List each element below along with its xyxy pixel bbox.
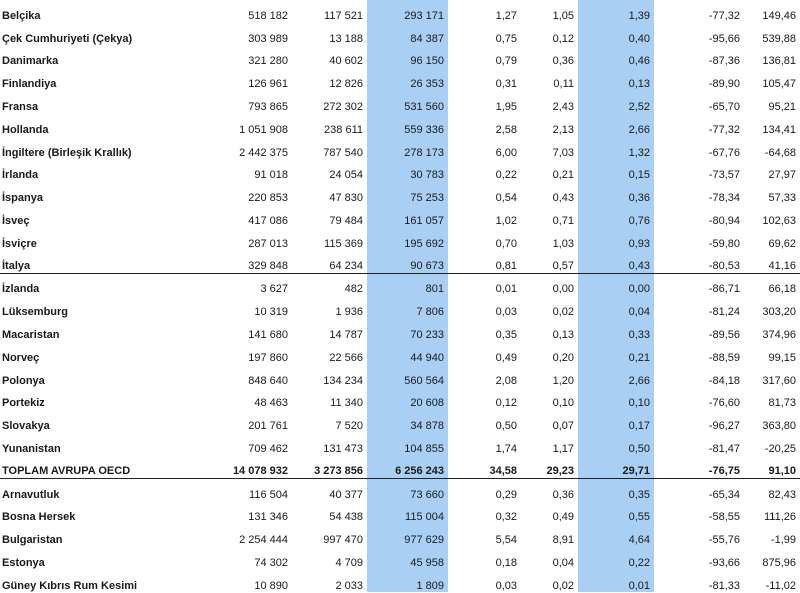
cell-col-4: 0,18 <box>495 556 517 569</box>
cell-col-7: -81,47 <box>708 442 740 455</box>
table-row <box>0 570 800 593</box>
cell-col-6: 1,32 <box>628 146 650 159</box>
cell-col-7: -55,76 <box>708 534 740 547</box>
table-row <box>0 23 800 46</box>
cell-col-2: 3 273 856 <box>292 456 367 479</box>
cell-col-5: 0,04 <box>552 556 574 569</box>
cell-col-2: 13 188 <box>329 32 363 45</box>
cell-col-6: 0,46 <box>628 55 650 68</box>
cell-col-7: -93,66 <box>708 556 740 569</box>
cell-col-4: 0,79 <box>495 55 517 68</box>
cell-col-2: 12 826 <box>329 78 363 91</box>
cell-col-3: 84 387 <box>410 32 444 45</box>
cell-col-2: 997 470 <box>323 534 363 547</box>
row-label: Finlandiya <box>2 78 57 91</box>
cell-col-8: -64,68 <box>764 146 796 159</box>
cell-col-1: 220 853 <box>248 192 288 205</box>
row-label: İrlanda <box>2 169 39 182</box>
cell-col-4: 1,02 <box>495 214 517 227</box>
row-label: Polonya <box>2 374 45 387</box>
cell-col-8: 134,41 <box>762 123 796 136</box>
cell-col-8: 136,81 <box>762 55 796 68</box>
row-label: Bosna Hersek <box>2 511 76 524</box>
cell-col-3: 7 806 <box>416 306 444 319</box>
cell-col-5: 0,07 <box>552 420 574 433</box>
cell-col-8: 69,62 <box>768 237 796 250</box>
cell-col-1: 2 254 444 <box>239 534 288 547</box>
table-row <box>0 274 800 297</box>
cell-col-4: 0,31 <box>495 78 517 91</box>
cell-col-1: 329 848 <box>248 260 288 273</box>
cell-col-7: -86,71 <box>654 274 744 297</box>
cell-col-6: 0,40 <box>628 32 650 45</box>
cell-col-6: 0,55 <box>628 511 650 524</box>
cell-col-1: 793 865 <box>248 100 288 113</box>
cell-col-6: 1,39 <box>628 9 650 22</box>
cell-col-6: 0,10 <box>628 397 650 410</box>
cell-col-4: 2,08 <box>495 374 517 387</box>
table-row <box>0 160 800 183</box>
cell-col-1: 10 890 <box>254 579 288 592</box>
cell-col-2: 131 473 <box>323 442 363 455</box>
cell-col-2: 272 302 <box>323 100 363 113</box>
cell-col-1: 197 860 <box>248 351 288 364</box>
table-row <box>0 46 800 69</box>
cell-col-6: 0,21 <box>628 351 650 364</box>
cell-col-7: -67,76 <box>708 146 740 159</box>
cell-col-5: 0,12 <box>552 32 574 45</box>
cell-col-2: 1 936 <box>335 306 363 319</box>
cell-col-5: 1,17 <box>552 442 574 455</box>
row-label: Norveç <box>2 351 40 364</box>
cell-col-2: 22 566 <box>329 351 363 364</box>
cell-col-3: 6 256 243 <box>367 456 448 479</box>
row-label: Macaristan <box>2 328 60 341</box>
cell-col-2: 40 602 <box>329 55 363 68</box>
cell-col-5: 0,49 <box>552 511 574 524</box>
table-row <box>0 547 800 570</box>
cell-col-2: 24 054 <box>329 169 363 182</box>
cell-col-6: 0,22 <box>628 556 650 569</box>
cell-col-7: -58,55 <box>708 511 740 524</box>
cell-col-4: 0,35 <box>495 328 517 341</box>
cell-col-8: 317,60 <box>762 374 796 387</box>
cell-col-7: -87,36 <box>708 55 740 68</box>
table-row <box>0 91 800 114</box>
cell-col-5: 29,23 <box>521 456 578 479</box>
cell-col-3: 34 878 <box>410 420 444 433</box>
cell-col-5: 0,36 <box>552 488 574 501</box>
cell-col-3: 161 057 <box>404 214 444 227</box>
cell-col-2: 787 540 <box>323 146 363 159</box>
row-label: TOPLAM AVRUPA OECD <box>0 456 196 479</box>
table-row <box>0 524 800 547</box>
cell-col-7: -81,33 <box>708 579 740 592</box>
cell-col-3: 115 004 <box>405 511 444 524</box>
cell-col-2: 11 340 <box>330 397 363 410</box>
cell-col-6: 0,04 <box>628 306 650 319</box>
cell-col-3: 559 336 <box>404 123 444 136</box>
cell-col-6: 0,01 <box>628 579 650 592</box>
cell-col-5: 0,02 <box>552 579 574 592</box>
cell-col-6: 2,52 <box>628 100 650 113</box>
cell-col-6: 0,33 <box>628 328 650 341</box>
row-label: Yunanistan <box>2 442 61 455</box>
table-row <box>0 365 800 388</box>
cell-col-8: 95,21 <box>768 100 796 113</box>
cell-col-4: 6,00 <box>495 146 517 159</box>
cell-col-6: 0,17 <box>628 420 650 433</box>
cell-col-8: 99,15 <box>768 351 796 364</box>
row-label: İsveç <box>2 214 30 227</box>
cell-col-8: 539,88 <box>762 32 796 45</box>
cell-col-8: 91,10 <box>744 456 800 479</box>
cell-col-1: 2 442 375 <box>239 146 288 159</box>
cell-col-8: -1,99 <box>770 534 796 547</box>
row-label: Fransa <box>2 100 39 113</box>
cell-col-8: 111,26 <box>763 511 796 524</box>
cell-col-7: -77,32 <box>708 123 740 136</box>
cell-col-4: 34,58 <box>448 456 521 479</box>
cell-col-2: 7 520 <box>335 420 363 433</box>
cell-col-7: -96,27 <box>708 420 740 433</box>
row-label: Lüksemburg <box>2 306 69 319</box>
cell-col-3: 96 150 <box>410 55 444 68</box>
row-label: Çek Cumhuriyeti (Çekya) <box>2 32 133 45</box>
cell-col-7: -76,75 <box>654 456 744 479</box>
cell-col-7: -59,80 <box>708 237 740 250</box>
cell-col-2: 134 234 <box>323 374 363 387</box>
cell-col-8: 66,18 <box>744 274 800 297</box>
cell-col-3: 104 855 <box>404 442 444 455</box>
table-row <box>0 251 800 274</box>
cell-col-7: -89,90 <box>708 78 740 91</box>
cell-col-5: 2,13 <box>552 123 574 136</box>
cell-col-1: 48 463 <box>254 397 288 410</box>
cell-col-1: 3 627 <box>196 274 292 297</box>
cell-col-7: -84,18 <box>708 374 740 387</box>
cell-col-5: 0,57 <box>552 260 574 273</box>
row-label: Arnavutluk <box>2 488 60 501</box>
cell-col-4: 0,01 <box>448 274 521 297</box>
cell-col-3: 20 608 <box>410 397 444 410</box>
cell-col-5: 0,71 <box>552 214 574 227</box>
cell-col-3: 75 253 <box>410 192 444 205</box>
table-row <box>0 388 800 411</box>
cell-col-2: 64 234 <box>329 260 363 273</box>
cell-col-4: 1,95 <box>495 100 517 113</box>
table-row <box>0 205 800 228</box>
cell-col-3: 801 <box>367 274 448 297</box>
cell-col-8: 363,80 <box>762 420 796 433</box>
table-row <box>0 410 800 433</box>
cell-col-1: 848 640 <box>248 374 288 387</box>
cell-col-4: 0,81 <box>495 260 517 273</box>
table-row <box>0 0 800 23</box>
cell-col-3: 531 560 <box>404 100 444 113</box>
cell-col-1: 126 961 <box>248 78 288 91</box>
cell-col-4: 0,32 <box>495 511 517 524</box>
cell-col-3: 278 173 <box>404 146 444 159</box>
row-label: İspanya <box>2 192 43 205</box>
cell-col-3: 44 940 <box>410 351 444 364</box>
cell-col-3: 977 629 <box>404 534 444 547</box>
row-label: İzlanda <box>0 274 196 297</box>
cell-col-6: 4,64 <box>628 534 650 547</box>
cell-col-5: 0,10 <box>552 397 574 410</box>
table-row <box>0 456 800 479</box>
cell-col-2: 115 369 <box>324 237 363 250</box>
row-label: Danimarka <box>2 55 59 68</box>
cell-col-8: 303,20 <box>762 306 796 319</box>
cell-col-3: 70 233 <box>410 328 444 341</box>
cell-col-7: -76,60 <box>708 397 740 410</box>
row-label: Slovakya <box>2 420 50 433</box>
cell-col-5: 1,05 <box>552 9 574 22</box>
cell-col-7: -78,34 <box>708 192 740 205</box>
cell-col-3: 73 660 <box>410 488 444 501</box>
cell-col-1: 321 280 <box>248 55 288 68</box>
cell-col-6: 0,43 <box>628 260 650 273</box>
cell-col-4: 2,58 <box>495 123 517 136</box>
row-label: Estonya <box>2 556 45 569</box>
cell-col-6: 2,66 <box>628 374 650 387</box>
cell-col-2: 2 033 <box>335 579 363 592</box>
cell-col-7: -80,94 <box>708 214 740 227</box>
cell-col-6: 0,15 <box>628 169 650 182</box>
cell-col-8: -20,25 <box>764 442 796 455</box>
cell-col-7: -73,57 <box>708 169 740 182</box>
cell-col-4: 0,03 <box>495 306 517 319</box>
cell-col-7: -65,70 <box>708 100 740 113</box>
cell-col-5: 8,91 <box>552 534 574 547</box>
cell-col-1: 287 013 <box>248 237 288 250</box>
table-row <box>0 433 800 456</box>
cell-col-6: 29,71 <box>578 456 654 479</box>
cell-col-8: 81,73 <box>768 397 796 410</box>
cell-col-1: 201 761 <box>248 420 288 433</box>
cell-col-7: -77,32 <box>708 9 740 22</box>
cell-col-3: 45 958 <box>410 556 444 569</box>
cell-col-6: 0,50 <box>628 442 650 455</box>
cell-col-4: 1,27 <box>495 9 517 22</box>
cell-col-1: 74 302 <box>254 556 288 569</box>
cell-col-1: 116 504 <box>249 488 288 501</box>
cell-col-8: 27,97 <box>768 169 796 182</box>
cell-col-6: 0,13 <box>628 78 650 91</box>
cell-col-8: 102,63 <box>762 214 796 227</box>
cell-col-5: 1,20 <box>552 374 574 387</box>
cell-col-5: 1,03 <box>552 237 574 250</box>
cell-col-7: -88,59 <box>708 351 740 364</box>
cell-col-8: 82,43 <box>768 488 796 501</box>
cell-col-6: 0,35 <box>628 488 650 501</box>
table-row <box>0 296 800 319</box>
cell-col-3: 1 809 <box>416 579 444 592</box>
cell-col-8: 149,46 <box>762 9 796 22</box>
cell-col-3: 560 564 <box>404 374 444 387</box>
cell-col-4: 0,54 <box>495 192 517 205</box>
cell-col-4: 5,54 <box>495 534 517 547</box>
table-row <box>0 319 800 342</box>
cell-col-6: 0,76 <box>628 214 650 227</box>
cell-col-6: 2,66 <box>628 123 650 136</box>
cell-col-4: 0,22 <box>495 169 517 182</box>
row-label: Güney Kıbrıs Rum Kesimi <box>2 579 138 592</box>
cell-col-2: 79 484 <box>329 214 363 227</box>
cell-col-8: 41,16 <box>768 260 796 273</box>
cell-col-1: 417 086 <box>248 214 288 227</box>
cell-col-5: 0,20 <box>552 351 574 364</box>
cell-col-5: 2,43 <box>552 100 574 113</box>
row-label: İngiltere (Birleşik Krallık) <box>2 146 132 159</box>
cell-col-2: 238 611 <box>324 123 363 136</box>
cell-col-7: -81,24 <box>708 306 740 319</box>
cell-col-3: 195 692 <box>404 237 444 250</box>
table-row <box>0 137 800 160</box>
cell-col-1: 518 182 <box>248 9 288 22</box>
cell-col-1: 14 078 932 <box>196 456 292 479</box>
cell-col-7: -65,34 <box>708 488 740 501</box>
row-label: İtalya <box>2 260 31 273</box>
cell-col-1: 10 319 <box>254 306 288 319</box>
table-row <box>0 114 800 137</box>
table-row <box>0 502 800 525</box>
cell-col-5: 7,03 <box>552 146 574 159</box>
cell-col-7: -95,66 <box>708 32 740 45</box>
cell-col-8: 374,96 <box>762 328 796 341</box>
cell-col-1: 131 346 <box>248 511 288 524</box>
table-row <box>0 479 800 502</box>
table-row <box>0 228 800 251</box>
cell-col-5: 0,02 <box>552 306 574 319</box>
cell-col-2: 4 709 <box>335 556 363 569</box>
cell-col-4: 0,12 <box>495 397 517 410</box>
row-label: Portekiz <box>2 397 45 410</box>
cell-col-7: -89,56 <box>708 328 740 341</box>
cell-col-6: 0,00 <box>578 274 654 297</box>
cell-col-1: 1 051 908 <box>239 123 288 136</box>
cell-col-4: 0,50 <box>495 420 517 433</box>
cell-col-8: -11,02 <box>765 579 796 592</box>
cell-col-2: 482 <box>292 274 367 297</box>
cell-col-3: 293 171 <box>404 9 444 22</box>
cell-col-1: 91 018 <box>254 169 288 182</box>
cell-col-4: 0,29 <box>495 488 517 501</box>
row-label: Hollanda <box>2 123 49 136</box>
cell-col-4: 0,70 <box>495 237 517 250</box>
cell-col-3: 30 783 <box>410 169 444 182</box>
cell-col-6: 0,36 <box>628 192 650 205</box>
row-label: İsviçre <box>2 237 37 250</box>
cell-col-1: 141 680 <box>248 328 288 341</box>
cell-col-2: 117 521 <box>324 9 363 22</box>
cell-col-5: 0,36 <box>552 55 574 68</box>
cell-col-4: 0,03 <box>495 579 517 592</box>
cell-col-7: -80,53 <box>708 260 740 273</box>
cell-col-4: 1,74 <box>495 442 517 455</box>
cell-col-2: 54 438 <box>329 511 363 524</box>
cell-col-2: 14 787 <box>329 328 363 341</box>
cell-col-3: 90 673 <box>410 260 444 273</box>
table-row <box>0 342 800 365</box>
cell-col-3: 26 353 <box>410 78 444 91</box>
cell-col-5: 0,11 <box>553 78 574 91</box>
cell-col-8: 875,96 <box>762 556 796 569</box>
table-row <box>0 68 800 91</box>
cell-col-5: 0,21 <box>552 169 574 182</box>
cell-col-2: 47 830 <box>329 192 363 205</box>
cell-col-4: 0,49 <box>495 351 517 364</box>
cell-col-2: 40 377 <box>329 488 363 501</box>
cell-col-6: 0,93 <box>628 237 650 250</box>
cell-col-1: 303 989 <box>248 32 288 45</box>
cell-col-5: 0,43 <box>552 192 574 205</box>
cell-col-8: 57,33 <box>768 192 796 205</box>
row-label: Belçika <box>2 9 41 22</box>
cell-col-8: 105,47 <box>762 78 796 91</box>
cell-col-5: 0,13 <box>552 328 574 341</box>
cell-col-4: 0,75 <box>495 32 517 45</box>
cell-col-5: 0,00 <box>521 274 578 297</box>
cell-col-1: 709 462 <box>248 442 288 455</box>
table-row <box>0 182 800 205</box>
row-label: Bulgaristan <box>2 534 63 547</box>
